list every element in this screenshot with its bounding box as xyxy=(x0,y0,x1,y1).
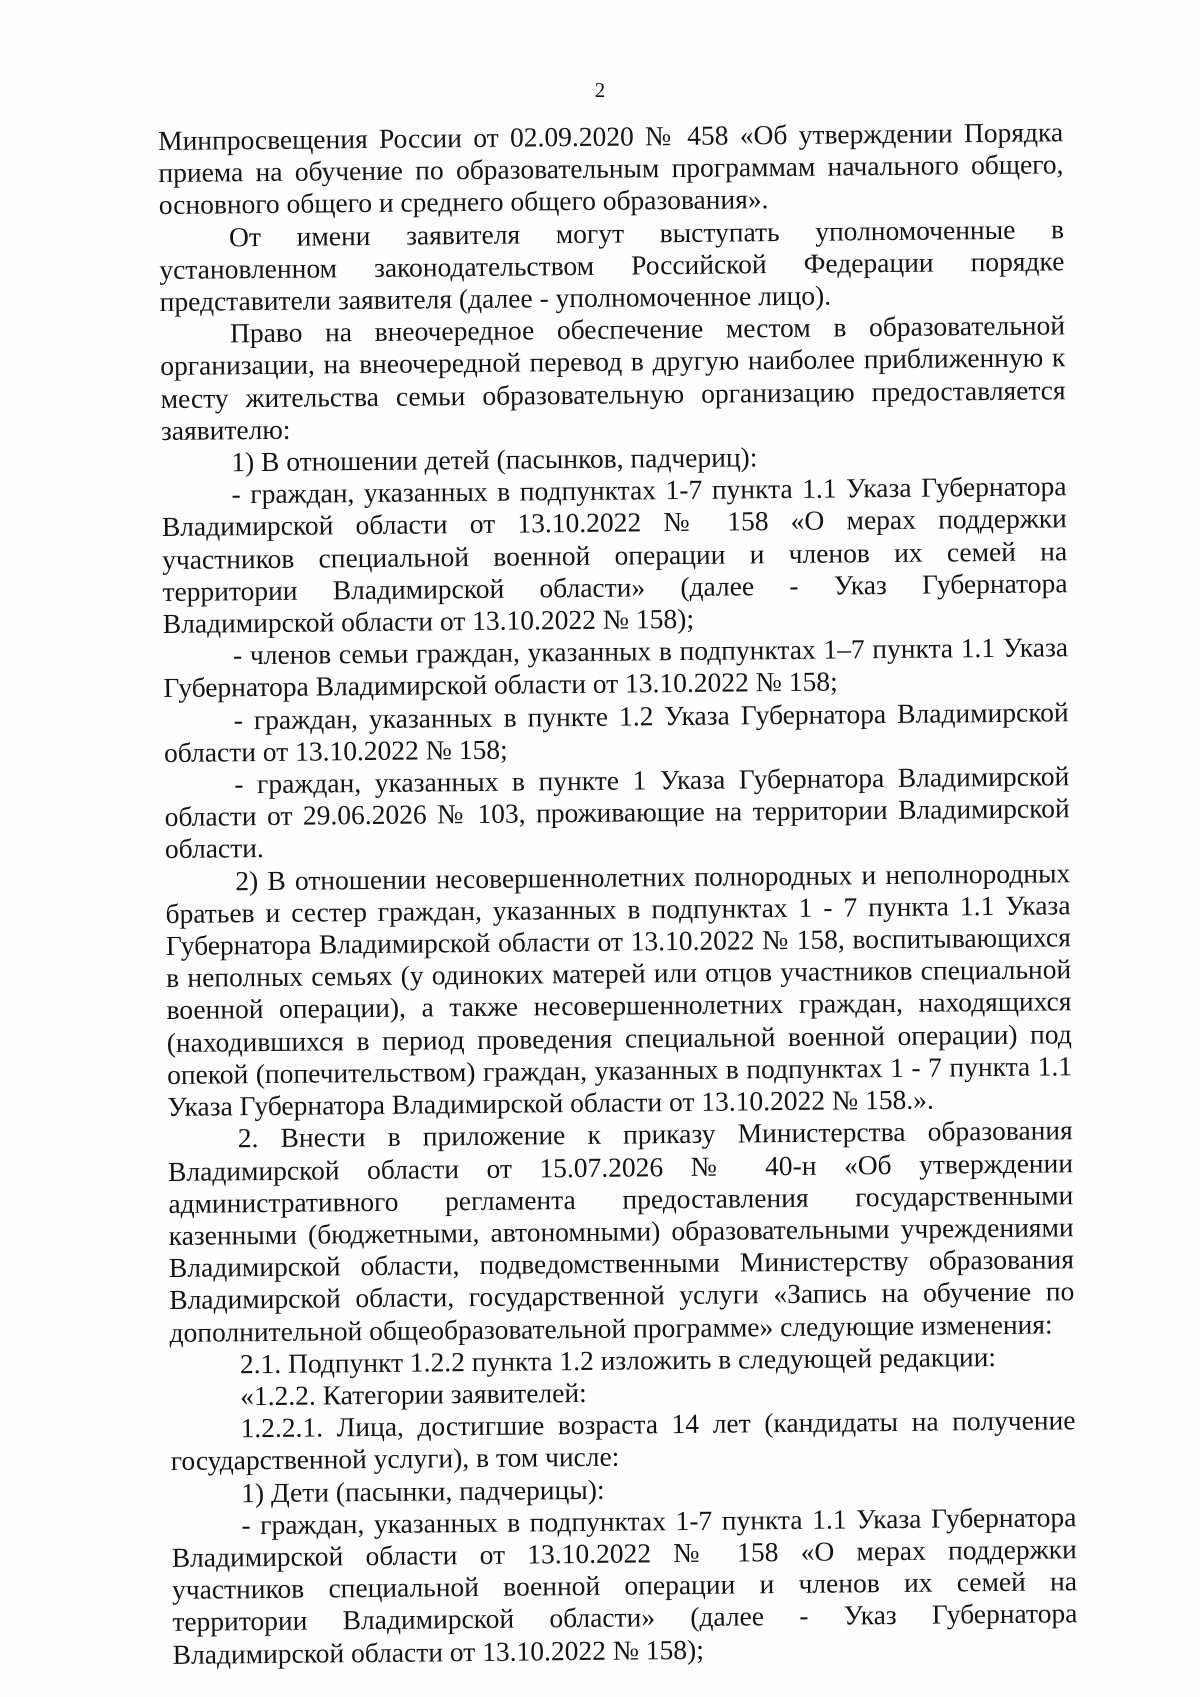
paragraph-continuation: Минпросвещения России от 02.09.2020 № 458 «Об утверждении Порядка приема на обучение по образовательным программам начального общего, основного общего и среднего общего образования». xyxy=(158,116,1064,221)
list-item: - членов семьи граждан, указанных в подпунктах 1–7 пункта 1.1 Указа Губернатора Владимирской области от 13.10.2022 № 158; xyxy=(163,631,1069,704)
list-item: - граждан, указанных в пункте 1 Указа Губернатора Владимирской области от 29.06.2026 № 103, проживающие на территории Владимирской области. xyxy=(164,760,1070,865)
list-item: - граждан, указанных в подпунктах 1-7 пункта 1.1 Указа Губернатора Владимирской области от 13.10.2022 № 158 «О мерах поддержки участников специальной военной операции и членов их семей на территории Владимирской области» (далее - Указ Губернатора Владимирской области от 13.10.2022 № 158); xyxy=(171,1500,1078,1670)
paragraph: От имени заявителя могут выступать уполномоченные в установленном законодательством Российской Федерации порядке представители заявителя (далее - уполномоченное лицо). xyxy=(159,212,1065,318)
paragraph: 2.1. Подпункт 1.2.2 пункта 1.2 изложить в следующей редакции: xyxy=(239,1340,997,1379)
paragraph: «1.2.2. Категории заявителей: xyxy=(240,1376,587,1412)
list-item: - граждан, указанных в подпунктах 1-7 пункта 1.1 Указа Губернатора Владимирской области от 13.10.2022 № 158 «О мерах поддержки участников специальной военной операции и членов их семей на территории Владимирской области» (далее - Указ Губернатора Владимирской области от 13.10.2022 № 158); xyxy=(161,470,1068,640)
paragraph: 1.2.2.1. Лица, достигшие возраста 14 лет (кандидаты на получение государственной услуги), в том числе: xyxy=(170,1404,1076,1477)
page-number: 2 xyxy=(594,78,606,102)
list-item: 1) Дети (пасынки, падчерицы): xyxy=(240,1473,605,1508)
list-item: 1) В отношении детей (пасынков, падчериц): xyxy=(231,441,758,478)
document-body xyxy=(158,116,1078,1670)
paragraph: Право на внеочередное обеспечение местом в образовательной организации, на внеочередной перевод в другую наиболее приближенную к месту жительства семьи образовательную организацию предоставляется заявителю: xyxy=(160,309,1066,446)
list-item: 2) В отношении несовершеннолетних полнородных и неполнородных братьев и сестер граждан, указанных в подпунктах 1 - 7 пункта 1.1 Указа Губернатора Владимирской области от 13.10.2022 № 158, воспитывающихся в неполных семьях (у одиноких матерей или отцов участников специальной военной операции), а также несовершеннолетних граждан, находящихся (находившихся в период проведения специальной военной операции) под опекой (попечительством) граждан, указанных в подпунктах 1 - 7 пункта 1.1 Указа Губернатора Владимирской области от 13.10.2022 № 158.». xyxy=(165,856,1073,1123)
paragraph: 2. Внести в приложение к приказу Министерства образования Владимирской области от 15.07.2026 № 40-н «Об утверждении административного регламента предоставления государственными казенными (бюджетными, автономными) образовательными учреждениями Владимирской области, подведомственными Министерству образования Владимирской области, государственной услуги «Запись на обучение по дополнительной общеобразовательной программе» следующие изменения: xyxy=(167,1114,1075,1348)
list-item: - граждан, указанных в пункте 1.2 Указа Губернатора Владимирской области от 13.10.2022 № 158; xyxy=(163,695,1069,768)
